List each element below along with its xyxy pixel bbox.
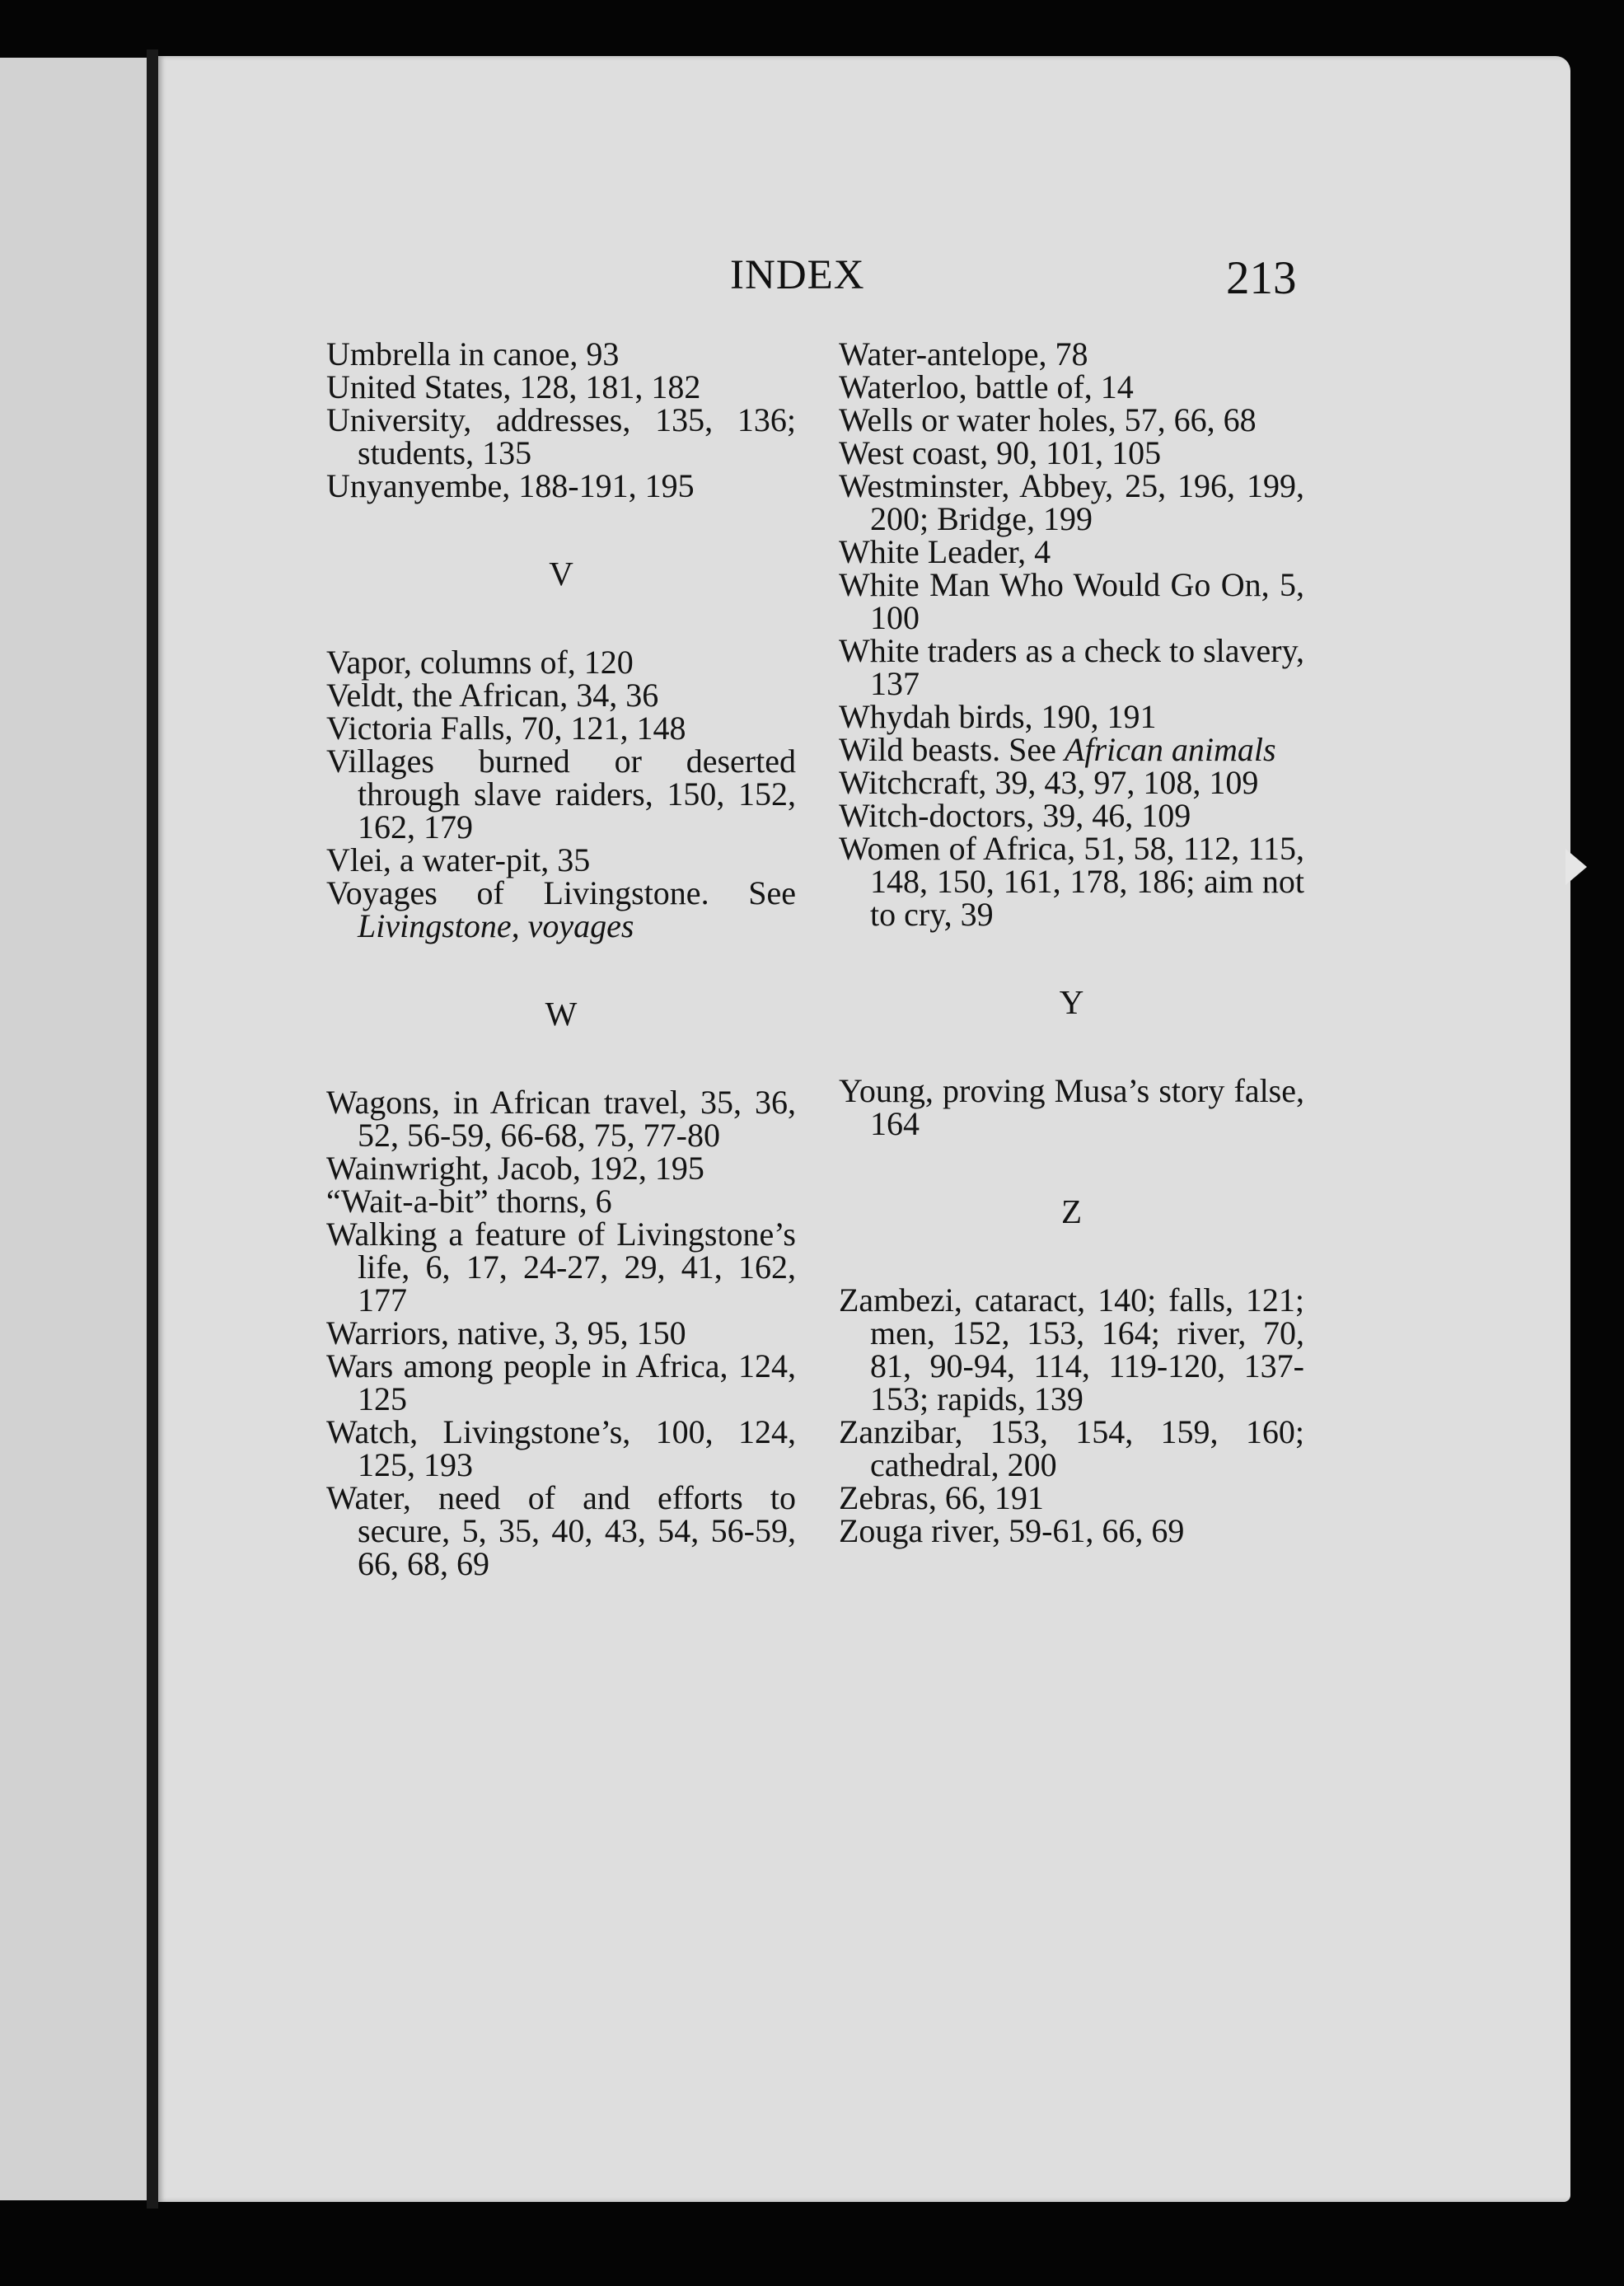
index-entry [326,874,796,944]
index-entry: Villages burned or deserted through slave raiders, 150, 152, 162, 179 [326,742,796,846]
section-letter-y: Y [1059,983,1084,1021]
index-entry: White Leader, 4 [839,533,1051,570]
entry-text: Voyages of Livingstone. See [326,874,796,911]
index-entry: Whydah birds, 190, 191 [839,698,1157,735]
index-entry: Westminster, Abbey, 25, 196, 199, 200; Bridge, 199 [839,467,1304,537]
index-entry: Veldt, the African, 34, 36 [326,677,659,714]
cross-reference: Livingstone, voyages [358,907,634,944]
index-entry: Zouga river, 59-61, 66, 69 [839,1512,1185,1549]
page-edge-notch [1565,849,1587,885]
index-entry: Water-antelope, 78 [839,335,1088,372]
index-entry: Water, need of and efforts to secure, 5, 35, 40, 43, 54, 56-59, 66, 68, 69 [326,1479,796,1582]
index-entry: White traders as a check to slavery, 137 [839,632,1304,702]
index-entry: Warriors, native, 3, 95, 150 [326,1314,686,1351]
index-entry: Waterloo, battle of, 14 [839,368,1134,405]
section-letter-z: Z [1060,1192,1083,1230]
section-letter-w: W [545,995,578,1033]
index-entry: Young, proving Musa’s story false, 164 [839,1072,1304,1142]
index-entry: Walking a feature of Livingstone’s life, 6, 17, 24-27, 29, 41, 162, 177 [326,1216,796,1319]
index-entry: “Wait-a-bit” thorns, 6 [326,1183,612,1220]
index-entry: Victoria Falls, 70, 121, 148 [326,710,686,747]
section-letter-v: V [549,555,573,593]
index-entry: Witchcraft, 39, 43, 97, 108, 109 [839,764,1259,801]
index-entry: Women of Africa, 51, 58, 112, 115, 148, 150, 161, 178, 186; aim not to cry, 39 [839,830,1304,933]
index-column-left [326,335,796,1582]
entry-text: Wild beasts. See [839,731,1056,768]
index-entry: Watch, Livingstone’s, 100, 124, 125, 193 [326,1413,796,1483]
index-entry: Wainwright, Jacob, 192, 195 [326,1150,704,1187]
cross-reference: African animals [1064,731,1276,768]
index-entry: University, addresses, 135, 136; students, 135 [326,401,796,471]
index-column-right [839,335,1304,1549]
page-header-title: INDEX [730,252,865,298]
index-entry [839,733,1304,766]
index-entry: West coast, 90, 101, 105 [839,434,1162,471]
index-entry: Zambezi, cataract, 140; falls, 121; men, 152, 153, 164; river, 70, 81, 90-94, 114, 119-120, 137-153; rapids, 139 [839,1281,1304,1417]
index-entry: White Man Who Would Go On, 5, 100 [839,566,1304,636]
index-entry: Vlei, a water-pit, 35 [326,841,591,878]
index-entry: Wars among people in Africa, 124, 125 [326,1347,796,1417]
book-gutter [147,49,158,2209]
index-entry: Unyanyembe, 188-191, 195 [326,467,695,504]
index-entry: Wells or water holes, 57, 66, 68 [839,401,1257,438]
index-entry: Vapor, columns of, 120 [326,644,634,681]
index-entry: Zanzibar, 153, 154, 159, 160; cathedral, 200 [839,1413,1304,1483]
previous-page-edge [0,58,155,2200]
index-entry: Wagons, in African travel, 35, 36, 52, 56-59, 66-68, 75, 77-80 [326,1084,796,1154]
index-entry: Witch-doctors, 39, 46, 109 [839,797,1191,834]
index-entry: Zebras, 66, 191 [839,1479,1044,1516]
page-number: 213 [1226,252,1297,304]
index-entry: United States, 128, 181, 182 [326,368,701,405]
index-entry: Umbrella in canoe, 93 [326,335,620,372]
